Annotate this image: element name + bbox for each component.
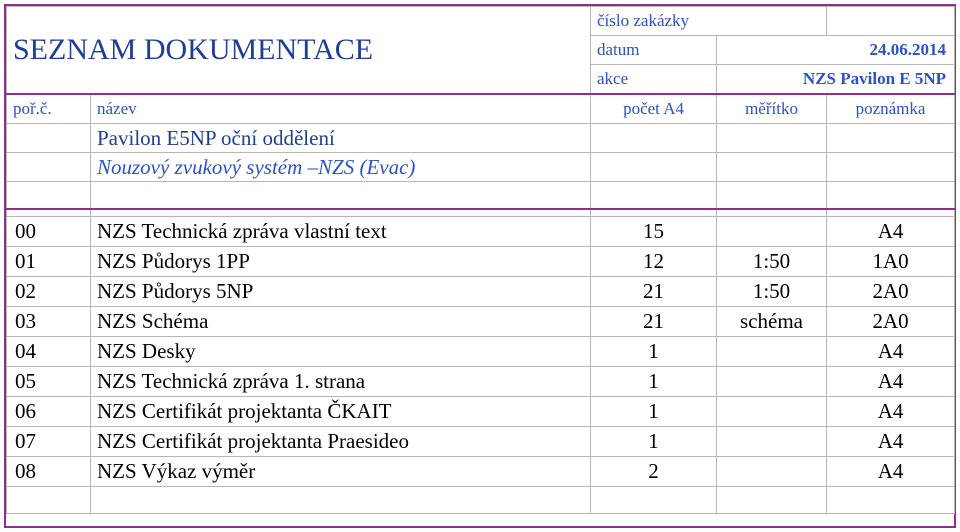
table-row bbox=[7, 247, 955, 277]
row-number: 04 bbox=[7, 337, 91, 367]
row-number: 06 bbox=[7, 397, 91, 427]
row-note: A4 bbox=[827, 217, 955, 247]
date-value: 24.06.2014 bbox=[717, 36, 955, 65]
row-note: A4 bbox=[827, 367, 955, 397]
project-name: Pavilon E5NP oční oddělení bbox=[91, 124, 591, 153]
date-label: datum bbox=[591, 36, 717, 65]
row-pages: 21 bbox=[591, 277, 717, 307]
document-sheet bbox=[4, 4, 956, 528]
row-number: 08 bbox=[7, 457, 91, 487]
row-scale bbox=[717, 427, 827, 457]
table-row bbox=[7, 277, 955, 307]
project-system: Nouzový zvukový systém –NZS (Evac) bbox=[91, 153, 591, 182]
row-pages: 1 bbox=[591, 367, 717, 397]
row-name: NZS Půdorys 5NP bbox=[91, 277, 591, 307]
column-header-scale: měřítko bbox=[717, 94, 827, 124]
row-note: 2A0 bbox=[827, 277, 955, 307]
row-number: 02 bbox=[7, 277, 91, 307]
document-list-table bbox=[6, 6, 955, 514]
table-row bbox=[7, 307, 955, 337]
row-scale: 1:50 bbox=[717, 277, 827, 307]
row-name: NZS Schéma bbox=[91, 307, 591, 337]
table-row bbox=[7, 337, 955, 367]
row-scale bbox=[717, 217, 827, 247]
row-scale: schéma bbox=[717, 307, 827, 337]
row-note: A4 bbox=[827, 427, 955, 457]
row-scale bbox=[717, 457, 827, 487]
table-row bbox=[7, 397, 955, 427]
row-name: NZS Desky bbox=[91, 337, 591, 367]
row-name: NZS Výkaz výměr bbox=[91, 457, 591, 487]
column-header-no: poř.č. bbox=[7, 94, 91, 124]
row-scale bbox=[717, 397, 827, 427]
order-label: číslo zakázky bbox=[591, 7, 827, 36]
row-pages: 1 bbox=[591, 397, 717, 427]
row-note: 1A0 bbox=[827, 247, 955, 277]
column-header-name: název bbox=[91, 94, 591, 124]
action-label: akce bbox=[591, 65, 717, 95]
row-number: 05 bbox=[7, 367, 91, 397]
row-name: NZS Technická zpráva vlastní text bbox=[91, 217, 591, 247]
row-pages: 21 bbox=[591, 307, 717, 337]
table-row bbox=[7, 427, 955, 457]
row-pages: 2 bbox=[591, 457, 717, 487]
row-name: NZS Certifikát projektanta ČKAIT bbox=[91, 397, 591, 427]
row-number: 00 bbox=[7, 217, 91, 247]
row-pages: 1 bbox=[591, 427, 717, 457]
table-row-empty bbox=[7, 487, 955, 514]
row-note: A4 bbox=[827, 397, 955, 427]
row-pages: 12 bbox=[591, 247, 717, 277]
column-header-row bbox=[7, 94, 955, 124]
table-row bbox=[7, 457, 955, 487]
row-name: NZS Technická zpráva 1. strana bbox=[91, 367, 591, 397]
row-scale bbox=[717, 337, 827, 367]
row-pages: 15 bbox=[591, 217, 717, 247]
row-name: NZS Půdorys 1PP bbox=[91, 247, 591, 277]
row-note: A4 bbox=[827, 457, 955, 487]
row-scale bbox=[717, 367, 827, 397]
row-number: 03 bbox=[7, 307, 91, 337]
table-row bbox=[7, 217, 955, 247]
row-note: 2A0 bbox=[827, 307, 955, 337]
table-row bbox=[7, 367, 955, 397]
column-header-note: poznámka bbox=[827, 94, 955, 124]
row-note: A4 bbox=[827, 337, 955, 367]
row-number: 07 bbox=[7, 427, 91, 457]
row-name: NZS Certifikát projektanta Praesideo bbox=[91, 427, 591, 457]
row-scale: 1:50 bbox=[717, 247, 827, 277]
page-title: SEZNAM DOKUMENTACE bbox=[7, 7, 591, 95]
row-pages: 1 bbox=[591, 337, 717, 367]
row-number: 01 bbox=[7, 247, 91, 277]
action-value: NZS Pavilon E 5NP bbox=[717, 65, 955, 95]
column-header-pages: počet A4 bbox=[591, 94, 717, 124]
order-value bbox=[827, 7, 955, 36]
